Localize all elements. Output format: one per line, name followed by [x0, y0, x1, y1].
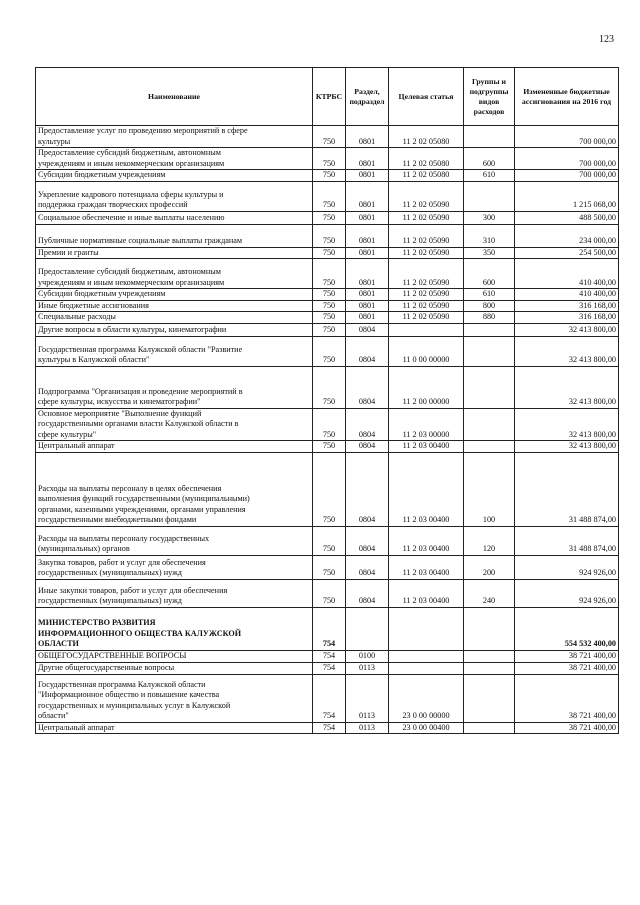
row-ktrbs: 750: [313, 312, 346, 324]
row-amount: 38 721 400,00: [515, 674, 619, 722]
row-group: [464, 722, 515, 734]
row-amount: 700 000,00: [515, 148, 619, 170]
row-name: ОБЩЕГОСУДАРСТВЕННЫЕ ВОПРОСЫ: [36, 650, 313, 662]
row-target: [389, 607, 464, 650]
row-name: Премии и гранты: [36, 247, 313, 259]
row-group: [464, 650, 515, 662]
row-amount: 32 413 800,00: [515, 408, 619, 441]
row-section: 0804: [346, 323, 389, 336]
row-amount: 554 532 400,00: [515, 607, 619, 650]
table-row: [36, 170, 619, 182]
row-amount: 32 413 800,00: [515, 336, 619, 366]
row-section: 0804: [346, 366, 389, 408]
row-ktrbs: 750: [313, 224, 346, 247]
row-section: 0100: [346, 650, 389, 662]
row-ktrbs: 750: [313, 247, 346, 259]
table-row: [36, 259, 619, 289]
row-section: 0801: [346, 259, 389, 289]
table-row: [36, 662, 619, 674]
row-name: Центральный аппарат: [36, 441, 313, 453]
row-group: 120: [464, 526, 515, 555]
row-amount: 700 000,00: [515, 126, 619, 148]
table-row: [36, 289, 619, 301]
row-ktrbs: 750: [313, 526, 346, 555]
row-section: 0801: [346, 181, 389, 211]
row-amount: 410 400,00: [515, 289, 619, 301]
header-ktrbs: КТРБС: [313, 68, 346, 126]
row-ktrbs: 750: [313, 181, 346, 211]
row-ktrbs: 750: [313, 126, 346, 148]
row-target: 11 2 02 05080: [389, 126, 464, 148]
row-amount: 32 413 800,00: [515, 366, 619, 408]
row-ktrbs: 750: [313, 211, 346, 224]
row-section: 0804: [346, 441, 389, 453]
row-group: 610: [464, 170, 515, 182]
row-name: Предоставление субсидий бюджетным, автономным учреждениям и иным некоммерческим организациям: [36, 148, 313, 170]
row-amount: 32 413 800,00: [515, 441, 619, 453]
table-header-row: [36, 68, 619, 126]
row-section: 0801: [346, 312, 389, 324]
row-amount: 488 500,00: [515, 211, 619, 224]
row-name: Публичные нормативные социальные выплаты гражданам: [36, 224, 313, 247]
row-ktrbs: 750: [313, 579, 346, 607]
table-row: [36, 452, 619, 526]
row-group: [464, 441, 515, 453]
row-ktrbs: 750: [313, 148, 346, 170]
table-row: [36, 579, 619, 607]
row-section: 0801: [346, 300, 389, 312]
row-ktrbs: 750: [313, 408, 346, 441]
row-target: 11 2 02 05090: [389, 181, 464, 211]
row-group: 350: [464, 247, 515, 259]
row-ktrbs: 750: [313, 555, 346, 579]
row-section: 0113: [346, 662, 389, 674]
row-target: 23 0 00 00400: [389, 722, 464, 734]
row-target: 11 2 02 05090: [389, 312, 464, 324]
row-amount: 254 500,00: [515, 247, 619, 259]
header-target: Целевая статья: [389, 68, 464, 126]
header-group: Группы и подгруппы видов расходов: [464, 68, 515, 126]
row-amount: 1 215 068,00: [515, 181, 619, 211]
row-ktrbs: 750: [313, 366, 346, 408]
row-target: 11 2 02 05090: [389, 300, 464, 312]
row-amount: 38 721 400,00: [515, 662, 619, 674]
row-name: Основное мероприятие "Выполнение функций государственными органами власти Калужской области в сфере культуры": [36, 408, 313, 441]
row-target: 11 2 02 05080: [389, 148, 464, 170]
row-name: Субсидии бюджетным учреждениям: [36, 289, 313, 301]
row-section: 0801: [346, 126, 389, 148]
table-row: [36, 366, 619, 408]
table-row: [36, 181, 619, 211]
row-ktrbs: 750: [313, 441, 346, 453]
row-amount: 410 400,00: [515, 259, 619, 289]
row-ktrbs: 754: [313, 722, 346, 734]
table-row: [36, 555, 619, 579]
row-section: 0801: [346, 170, 389, 182]
row-name: Иные закупки товаров, работ и услуг для обеспечения государственных (муниципальных) нужд: [36, 579, 313, 607]
table-row: [36, 300, 619, 312]
row-group: [464, 366, 515, 408]
row-name: Предоставление субсидий бюджетным, автономным учреждениям и иным некоммерческим организациям: [36, 259, 313, 289]
row-amount: 316 168,00: [515, 312, 619, 324]
row-group: [464, 126, 515, 148]
row-group: 100: [464, 452, 515, 526]
table-row: [36, 722, 619, 734]
row-name: Государственная программа Калужской области "Информационное общество и повышение качества государственных и муниципальных услуг в Калужской области": [36, 674, 313, 722]
table-row: [36, 148, 619, 170]
row-target: 11 2 03 00400: [389, 452, 464, 526]
header-name: Наименование: [36, 68, 313, 126]
row-target: 11 2 03 00400: [389, 526, 464, 555]
row-target: 11 2 02 05080: [389, 170, 464, 182]
row-group: 800: [464, 300, 515, 312]
row-target: 11 2 03 00400: [389, 579, 464, 607]
row-target: 11 2 02 05090: [389, 211, 464, 224]
table-row: [36, 607, 619, 650]
row-group: [464, 181, 515, 211]
row-ktrbs: 754: [313, 662, 346, 674]
row-name: Государственная программа Калужской области "Развитие культуры в Калужской области": [36, 336, 313, 366]
row-section: 0801: [346, 247, 389, 259]
table-row: [36, 526, 619, 555]
row-name: Иные бюджетные ассигнования: [36, 300, 313, 312]
row-name: Другие общегосударственные вопросы: [36, 662, 313, 674]
row-ktrbs: 754: [313, 650, 346, 662]
row-group: [464, 674, 515, 722]
row-group: 200: [464, 555, 515, 579]
row-target: [389, 662, 464, 674]
row-name: Укрепление кадрового потенциала сферы культуры и поддержка граждан творческих профессий: [36, 181, 313, 211]
table-row: [36, 441, 619, 453]
row-target: 11 2 02 05090: [389, 224, 464, 247]
row-name: МИНИСТЕРСТВО РАЗВИТИЯ ИНФОРМАЦИОННОГО ОБЩЕСТВА КАЛУЖСКОЙ ОБЛАСТИ: [36, 607, 313, 650]
row-group: 600: [464, 259, 515, 289]
header-amount: Измененные бюджетные ассигнования на 2016 год: [515, 68, 619, 126]
row-amount: 234 000,00: [515, 224, 619, 247]
row-name: Предоставление услуг по проведению мероприятий в сфере культуры: [36, 126, 313, 148]
row-section: 0801: [346, 211, 389, 224]
row-group: 300: [464, 211, 515, 224]
row-amount: 31 488 874,00: [515, 526, 619, 555]
row-section: 0804: [346, 336, 389, 366]
table-row: [36, 247, 619, 259]
row-name: Закупка товаров, работ и услуг для обеспечения государственных (муниципальных) нужд: [36, 555, 313, 579]
row-section: 0801: [346, 224, 389, 247]
row-amount: 316 168,00: [515, 300, 619, 312]
row-group: 880: [464, 312, 515, 324]
row-group: 240: [464, 579, 515, 607]
table-row: [36, 674, 619, 722]
row-group: 600: [464, 148, 515, 170]
row-section: [346, 607, 389, 650]
row-name: Расходы на выплаты персоналу в целях обеспечения выполнения функций государственными (муниципальными) органами, казенными учреждениями, органами управления государственными внебюджетными фондами: [36, 452, 313, 526]
row-target: [389, 650, 464, 662]
row-target: 11 2 03 00400: [389, 555, 464, 579]
row-ktrbs: 750: [313, 452, 346, 526]
row-section: 0804: [346, 408, 389, 441]
row-amount: 924 926,00: [515, 555, 619, 579]
row-ktrbs: 750: [313, 259, 346, 289]
row-name: Расходы на выплаты персоналу государственных (муниципальных) органов: [36, 526, 313, 555]
row-amount: 924 926,00: [515, 579, 619, 607]
row-ktrbs: 750: [313, 289, 346, 301]
row-section: 0801: [346, 148, 389, 170]
row-target: 11 2 00 00000: [389, 366, 464, 408]
row-amount: 38 721 400,00: [515, 650, 619, 662]
row-target: [389, 323, 464, 336]
row-ktrbs: 750: [313, 300, 346, 312]
table-row: [36, 224, 619, 247]
table-row: [36, 408, 619, 441]
row-group: [464, 607, 515, 650]
row-name: Центральный аппарат: [36, 722, 313, 734]
table-row: [36, 650, 619, 662]
row-amount: 700 000,00: [515, 170, 619, 182]
row-target: 11 0 00 00000: [389, 336, 464, 366]
row-name: Субсидии бюджетным учреждениям: [36, 170, 313, 182]
table-row: [36, 211, 619, 224]
row-target: 11 2 03 00000: [389, 408, 464, 441]
row-section: 0113: [346, 674, 389, 722]
row-section: 0804: [346, 452, 389, 526]
row-name: Подпрограмма "Организация и проведение мероприятий в сфере культуры, искусства и кинематографии": [36, 366, 313, 408]
table-row: [36, 323, 619, 336]
row-target: 11 2 03 00400: [389, 441, 464, 453]
row-amount: 31 488 874,00: [515, 452, 619, 526]
row-amount: 32 413 800,00: [515, 323, 619, 336]
row-group: [464, 662, 515, 674]
row-name: Другие вопросы в области культуры, кинематографии: [36, 323, 313, 336]
row-ktrbs: 750: [313, 323, 346, 336]
row-name: Специальные расходы: [36, 312, 313, 324]
row-section: 0804: [346, 579, 389, 607]
row-target: 11 2 02 05090: [389, 289, 464, 301]
row-section: 0801: [346, 289, 389, 301]
table-row: [36, 126, 619, 148]
row-section: 0804: [346, 555, 389, 579]
row-amount: 38 721 400,00: [515, 722, 619, 734]
row-target: 23 0 00 00000: [389, 674, 464, 722]
table-row: [36, 312, 619, 324]
row-group: 310: [464, 224, 515, 247]
row-ktrbs: 750: [313, 170, 346, 182]
row-target: 11 2 02 05090: [389, 259, 464, 289]
budget-table: [35, 67, 619, 734]
row-group: 610: [464, 289, 515, 301]
row-target: 11 2 02 05090: [389, 247, 464, 259]
row-ktrbs: 750: [313, 336, 346, 366]
row-section: 0113: [346, 722, 389, 734]
row-section: 0804: [346, 526, 389, 555]
row-ktrbs: 754: [313, 674, 346, 722]
table-row: [36, 336, 619, 366]
row-ktrbs: 754: [313, 607, 346, 650]
page-number: 123: [599, 34, 614, 45]
row-group: [464, 336, 515, 366]
row-name: Социальное обеспечение и иные выплаты населению: [36, 211, 313, 224]
header-section: Раздел, подраздел: [346, 68, 389, 126]
row-group: [464, 323, 515, 336]
row-group: [464, 408, 515, 441]
